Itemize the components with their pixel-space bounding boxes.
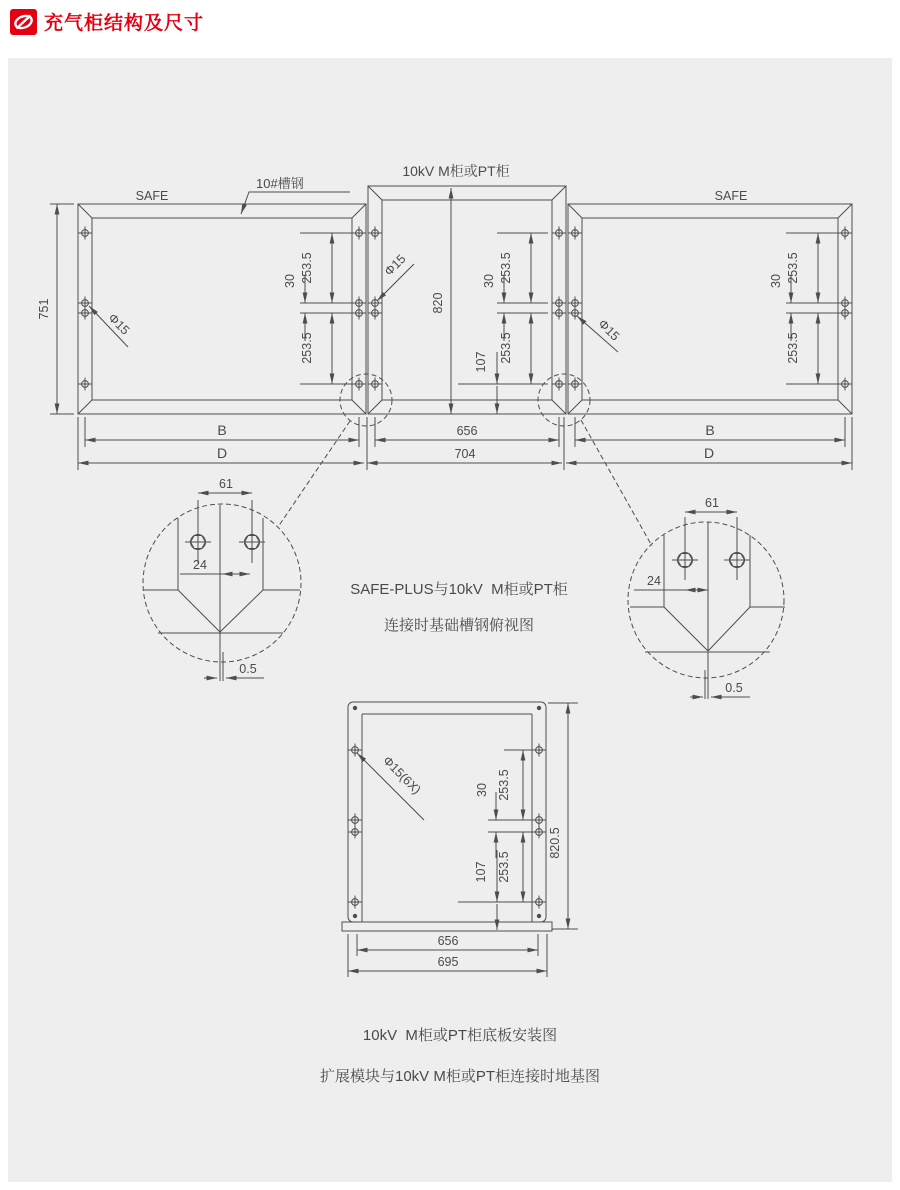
svg-text:253.5: 253.5 — [300, 252, 314, 284]
svg-text:B: B — [705, 422, 715, 438]
svg-text:D: D — [216, 445, 228, 461]
svg-text:0.5: 0.5 — [239, 662, 257, 676]
svg-text:Φ15: Φ15 — [105, 310, 133, 338]
svg-text:24: 24 — [647, 574, 661, 588]
svg-text:253.5: 253.5 — [499, 332, 513, 364]
svg-text:B: B — [217, 422, 227, 438]
svg-text:61: 61 — [705, 496, 719, 510]
svg-text:24: 24 — [193, 558, 207, 572]
svg-text:30: 30 — [482, 274, 496, 288]
svg-text:751: 751 — [37, 298, 51, 320]
middle-cabinet-title: 10kV M柜或PT柜 — [402, 163, 510, 179]
svg-text:656: 656 — [456, 424, 478, 438]
svg-text:820.5: 820.5 — [548, 827, 562, 859]
svg-text:30: 30 — [769, 274, 783, 288]
page-title: 充气柜结构及尺寸 — [44, 13, 205, 34]
caption-bottom-line1: 10kV M柜或PT柜底板安装图 — [362, 1027, 558, 1044]
svg-text:253.5: 253.5 — [497, 851, 511, 883]
svg-text:107: 107 — [474, 861, 488, 883]
svg-text:Φ15: Φ15 — [595, 316, 623, 344]
svg-text:253.5: 253.5 — [786, 332, 800, 364]
page-header — [10, 8, 204, 35]
svg-text:253.5: 253.5 — [786, 252, 800, 284]
svg-text:107: 107 — [474, 351, 488, 373]
caption-bottom-line2: 扩展模块与10kV M柜或PT柜连接时地基图 — [319, 1068, 601, 1085]
svg-text:D: D — [703, 445, 715, 461]
svg-text:30: 30 — [283, 274, 297, 288]
svg-text:253.5: 253.5 — [499, 252, 513, 284]
svg-text:30: 30 — [475, 783, 489, 797]
svg-text:253.5: 253.5 — [300, 332, 314, 364]
svg-text:61: 61 — [219, 477, 233, 491]
svg-text:820: 820 — [431, 292, 445, 314]
right-cabinet-label: SAFE — [714, 189, 748, 203]
svg-text:656: 656 — [437, 934, 459, 948]
brand-logo-icon — [10, 9, 37, 35]
caption-mid-line2: 连接时基础槽钢俯视图 — [383, 617, 535, 634]
caption-mid-line1: SAFE-PLUS与10kV M柜或PT柜 — [350, 581, 568, 598]
svg-text:Φ15: Φ15 — [381, 251, 409, 279]
svg-text:Φ15(6X): Φ15(6X) — [380, 753, 424, 797]
svg-text:0.5: 0.5 — [725, 681, 743, 695]
svg-text:704: 704 — [454, 447, 476, 461]
channel-steel-label: 10#槽钢 — [256, 176, 304, 191]
svg-text:695: 695 — [437, 955, 459, 969]
svg-text:253.5: 253.5 — [497, 769, 511, 801]
left-cabinet-label: SAFE — [135, 189, 169, 203]
